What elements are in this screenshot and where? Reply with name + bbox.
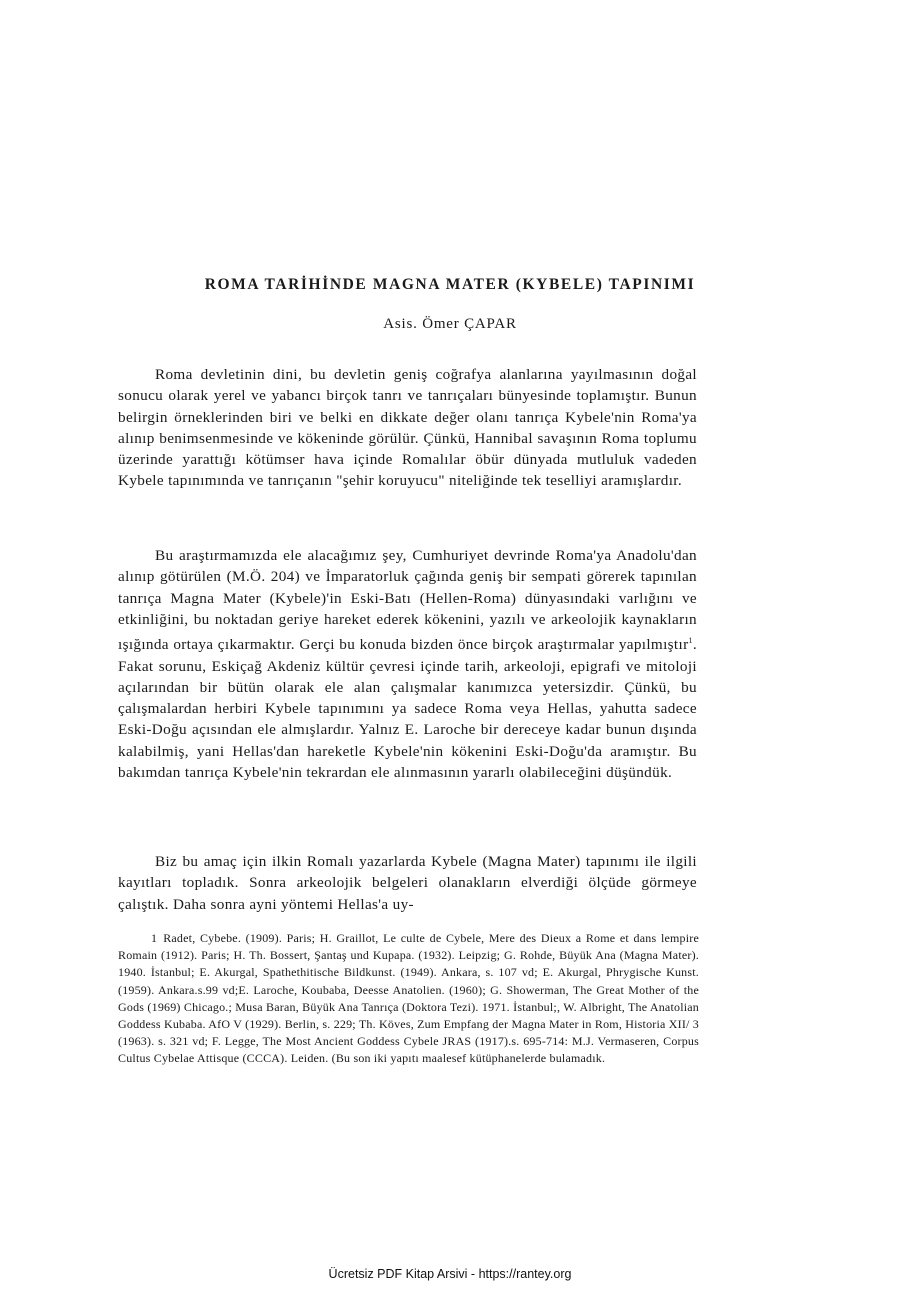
paragraph-text-end: . Fakat sorunu, Eskiçağ Akdeniz kültür çevresi içinde tarih, arkeoloji, epigrafi ve mitoloji açılarından bir bütün olarak ele alan çalışmalar kanımızca yetersizdir. Çünkü, bu çalışmalardan herbiri Kybele tapınımını ya sadece Roma veya Hellas, yahutta sadece Eski-Doğu açısından ele almışlardır. Yalnız E. Laroche bir dereceye kadar bunun dışında kalabilmiş, yani Hellas'dan hareketle Kybele'nin kökenini Eski-Doğu'da aramıştır. Bu bakımdan tanrıça Kybele'nin tekrardan ele alınmasının yararlı olabileceğini düşündük. bbox=[118, 636, 697, 782]
paragraph-text: Roma devletinin dini, bu devletin geniş coğrafya alanlarına yayılmasının doğal sonucu olarak yerel ve yabancı birçok tanrı ve tanrıçaları bünyesinde toplamıştır. Bunun belirgin örneklerinden biri ve belki en dikkate değer olanı tanrıça Kybele'nin Roma'ya alınıp benimsenmesinde ve kökeninde görülür. Çünkü, Hannibal savaşının Roma toplumu üzerinde yarattığı kötümser hava içinde Romalılar öbür dünyada mutluluk vadeden Kybele tapınımında ve tanrıçanın "şehir koruyucu" niteliğinde tek teselliyi aramışlardır. bbox=[118, 366, 697, 490]
page-title: ROMA TARİHİNDE MAGNA MATER (KYBELE) TAPINIMI bbox=[204, 276, 696, 293]
author-line: Asis. Ömer ÇAPAR bbox=[383, 316, 517, 332]
footnote bbox=[118, 930, 699, 1068]
footnote-body: Radet, Cybebe. (1909). Paris; H. Graillot, Le culte de Cybele, Mere des Dieux a Rome et dans lempire Romain (1912). Paris; H. Th. Bossert, Şantaş und Kupapa. (1932). Leipzig; G. Rohde, Büyük Ana (Magna Mater). 1940. İstanbul; E. Akurgal, Spathethitische Bildkunst. (1949). Ankara, s. 107 vd; E. Akurgal, Phrygische Kunst. (1959). Ankara.s.99 vd;E. Laroche, Koubaba, Deesse Anatolien. (1960); G. Showerman, The Great Mother of the Gods (1969) Chicago.; Musa Baran, Büyük Ana Tanrıça (Doktora Tezi). 1971. İstanbul;, W. Albright, The Anatolian Goddess Kubaba. AfO V (1929). Berlin, s. 229; Th. Köves, Zum Empfang der Magna Mater in Rom, Historia XII/ 3 (1963). s. 321 vd; F. Legge, The Most Ancient Goddess Cybele JRAS (1917).s. 695-714: M.J. Vermaseren, Corpus Cultus Cybelae Attisque (CCCA). Leiden. (Bu son iki yapıtı maalesef kütüphanelerde bulamadık. bbox=[118, 931, 699, 1066]
body-paragraph-1 bbox=[118, 364, 697, 492]
page-footer: Ücretsiz PDF Kitap Arsivi - https://rantey.org bbox=[328, 1267, 572, 1281]
paragraph-text-start: Bu araştırmamızda ele alacağımız şey, Cumhuriyet devrinde Roma'ya Anadolu'dan alınıp götürülen (M.Ö. 204) ve İmparatorluk çağında geniş bir sempati görerek tapınılan tanrıça Magna Mater (Kybele)'in Eski-Batı (Hellen-Roma) dünyasındaki varlığını ve etkinliğini, bu noktadan geriye hareket ederek kökenini, yazılı ve arkeolojik kaynakların ışığında ortaya çıkarmaktır. Gerçi bu konuda bizden önce birçok araştırmalar yapılmıştır bbox=[118, 547, 697, 654]
paragraph-text: Biz bu amaç için ilkin Romalı yazarlarda Kybele (Magna Mater) tapınımı ile ilgili kayıtları topladık. Sonra arkeolojik belgeleri olanakların elverdiği ölçüde görmeye çalıştık. Daha sonra ayni yöntemi Hellas'a uy- bbox=[118, 853, 697, 913]
footnote-number: 1 bbox=[151, 931, 158, 945]
paragraph-text bbox=[118, 545, 697, 783]
body-paragraph-2 bbox=[118, 545, 697, 783]
footnote-text bbox=[118, 930, 699, 1068]
footnote-reference[interactable]: 1 bbox=[688, 636, 693, 646]
body-paragraph-3 bbox=[118, 851, 697, 915]
